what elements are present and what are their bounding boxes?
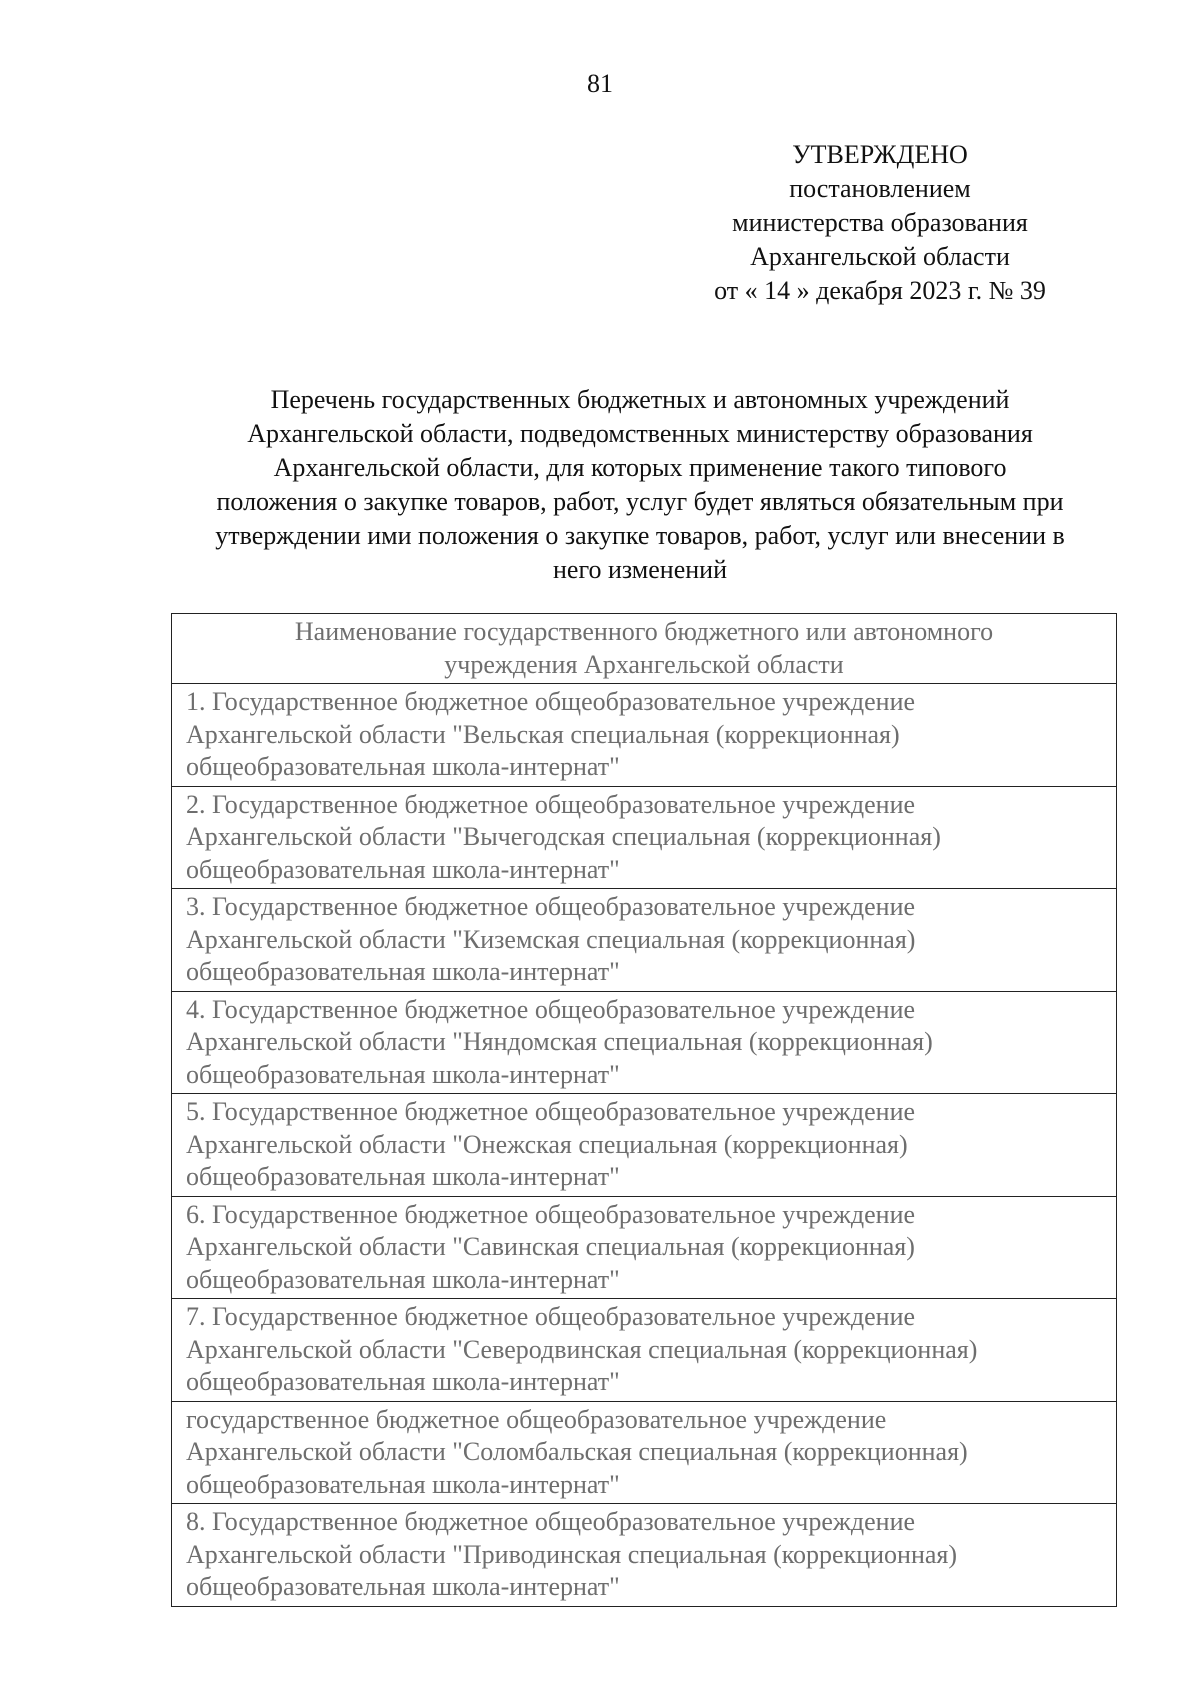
cell-line: 2. Государственное бюджетное общеобразовательное учреждение [186,789,916,819]
cell-line: общеобразовательная школа-интернат" [186,1367,620,1396]
cell-line: общеобразовательная школа-интернат" [186,752,620,781]
cell-line: Архангельской области "Няндомская специальная (коррекционная) [186,1027,933,1056]
table-cell [172,1401,1117,1504]
table-row [172,1504,1117,1607]
cell-line: 7. Государственное бюджетное общеобразовательное учреждение [186,1302,916,1331]
table-cell [172,1504,1117,1607]
table-row [172,1401,1117,1504]
cell-line: общеобразовательная школа-интернат" [186,1162,620,1191]
cell-line: Архангельской области "Онежская специальная (коррекционная) [186,1129,908,1159]
cell-line: государственное бюджетное общеобразовательное учреждение [186,1404,887,1434]
cell-line: 5. Государственное бюджетное общеобразовательное учреждение [186,1097,916,1126]
title-line: него изменений [553,555,727,584]
table-row [172,889,1117,992]
cell-line: Архангельской области "Киземская специальная (коррекционная) [186,924,916,954]
table-cell [172,991,1117,1094]
table-row [172,991,1117,1094]
table-row [172,786,1117,889]
document-title [160,383,1120,587]
table-row [172,1196,1117,1299]
cell-line: 4. Государственное бюджетное общеобразовательное учреждение [186,994,916,1024]
table-header-row [172,614,1117,684]
title-line: Архангельской области, подведомственных министерству образования [247,419,1033,448]
table-cell [172,1299,1117,1402]
approval-heading: УТВЕРЖДЕНО [792,140,968,169]
table-row [172,1094,1117,1197]
cell-line: Архангельской области "Приводинская специальная (коррекционная) [186,1539,958,1569]
table-cell [172,1094,1117,1197]
cell-line: общеобразовательная школа-интернат" [186,957,620,986]
cell-line: общеобразовательная школа-интернат" [186,1572,620,1601]
table-row [172,1299,1117,1402]
column-header-line: учреждения Архангельской области [444,649,844,679]
title-line: Перечень государственных бюджетных и автономных учреждений [270,385,1010,414]
page-number: 81 [587,69,613,98]
cell-line: общеобразовательная школа-интернат" [186,1469,620,1499]
cell-line: Архангельской области "Северодвинская специальная (коррекционная) [186,1334,978,1364]
institutions-table [171,613,1117,1607]
table-row [172,684,1117,787]
column-header-line: Наименование государственного бюджетного или автономного [294,617,994,646]
table-cell [172,1196,1117,1299]
cell-line: Архангельской области "Соломбальская специальная (коррекционная) [186,1437,968,1466]
cell-line: 6. Государственное бюджетное общеобразовательное учреждение [186,1199,916,1229]
table-cell [172,684,1117,787]
cell-line: общеобразовательная школа-интернат" [186,1059,620,1089]
approval-line: постановлением [789,174,971,203]
approval-date-line: от « 14 » декабря 2023 г. № 39 [714,276,1046,305]
approval-line: Архангельской области [750,242,1010,271]
cell-line: Архангельской области "Вычегодская специальная (коррекционная) [186,822,941,851]
title-line: положения о закупке товаров, работ, услуг будет являться обязательным при [216,487,1064,516]
cell-line: общеобразовательная школа-интернат" [186,1264,620,1294]
cell-line: Архангельской области "Вельская специальная (коррекционная) [186,719,900,749]
approval-line: министерства образования [732,208,1028,237]
table-cell [172,889,1117,992]
cell-line: Архангельской области "Савинская специальная (коррекционная) [186,1232,915,1261]
cell-line: 8. Государственное бюджетное общеобразовательное учреждение [186,1507,916,1536]
cell-line: 1. Государственное бюджетное общеобразовательное учреждение [186,687,916,716]
column-header [172,614,1117,684]
cell-line: 3. Государственное бюджетное общеобразовательное учреждение [186,892,916,921]
title-line: Архангельской области, для которых применение такого типового [273,453,1007,482]
approval-stamp [600,138,1160,308]
cell-line: общеобразовательная школа-интернат" [186,854,620,884]
table-cell [172,786,1117,889]
title-line: утверждении ими положения о закупке товаров, работ, услуг или внесении в [215,521,1065,550]
